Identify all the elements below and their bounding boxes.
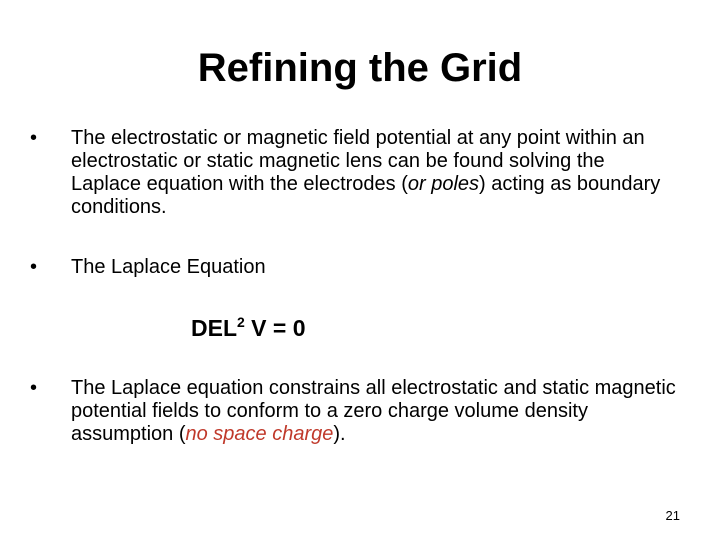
bullet-item-laplace-boundary bbox=[30, 127, 680, 219]
bullet-marker: • bbox=[30, 377, 38, 399]
slide-title: Refining the Grid bbox=[197, 46, 523, 90]
page-number: 21 bbox=[665, 508, 680, 523]
equation-suffix: V = 0 bbox=[244, 315, 306, 341]
bullet-text bbox=[71, 377, 680, 446]
bullet-text-segment: ) acting as boundary conditions. bbox=[71, 173, 661, 218]
italic-phrase: or poles bbox=[407, 173, 480, 195]
bullet-marker: • bbox=[30, 256, 38, 278]
bullet-item-laplace-equation bbox=[30, 256, 680, 279]
bullet-text-segment: The Laplace equation constrains all electrostatic and static magnetic potential fields to conform to a zero charge volume density assumption ( bbox=[71, 377, 676, 445]
laplace-equation bbox=[191, 313, 306, 343]
highlighted-phrase: no space charge bbox=[185, 423, 334, 445]
bullet-text-segment: The electrostatic or magnetic field potential at any point within an electrostatic or static magnetic lens can be found solving the Laplace equation with the electrodes ( bbox=[71, 127, 645, 195]
bullet-text-segment: ). bbox=[333, 423, 346, 445]
equation-superscript: 2 bbox=[237, 314, 245, 330]
equation-prefix: DEL bbox=[191, 315, 237, 341]
bullet-marker: • bbox=[30, 127, 38, 149]
bullet-text bbox=[71, 127, 680, 219]
bullet-item-zero-charge bbox=[30, 377, 680, 446]
bullet-text: The Laplace Equation bbox=[71, 256, 266, 278]
